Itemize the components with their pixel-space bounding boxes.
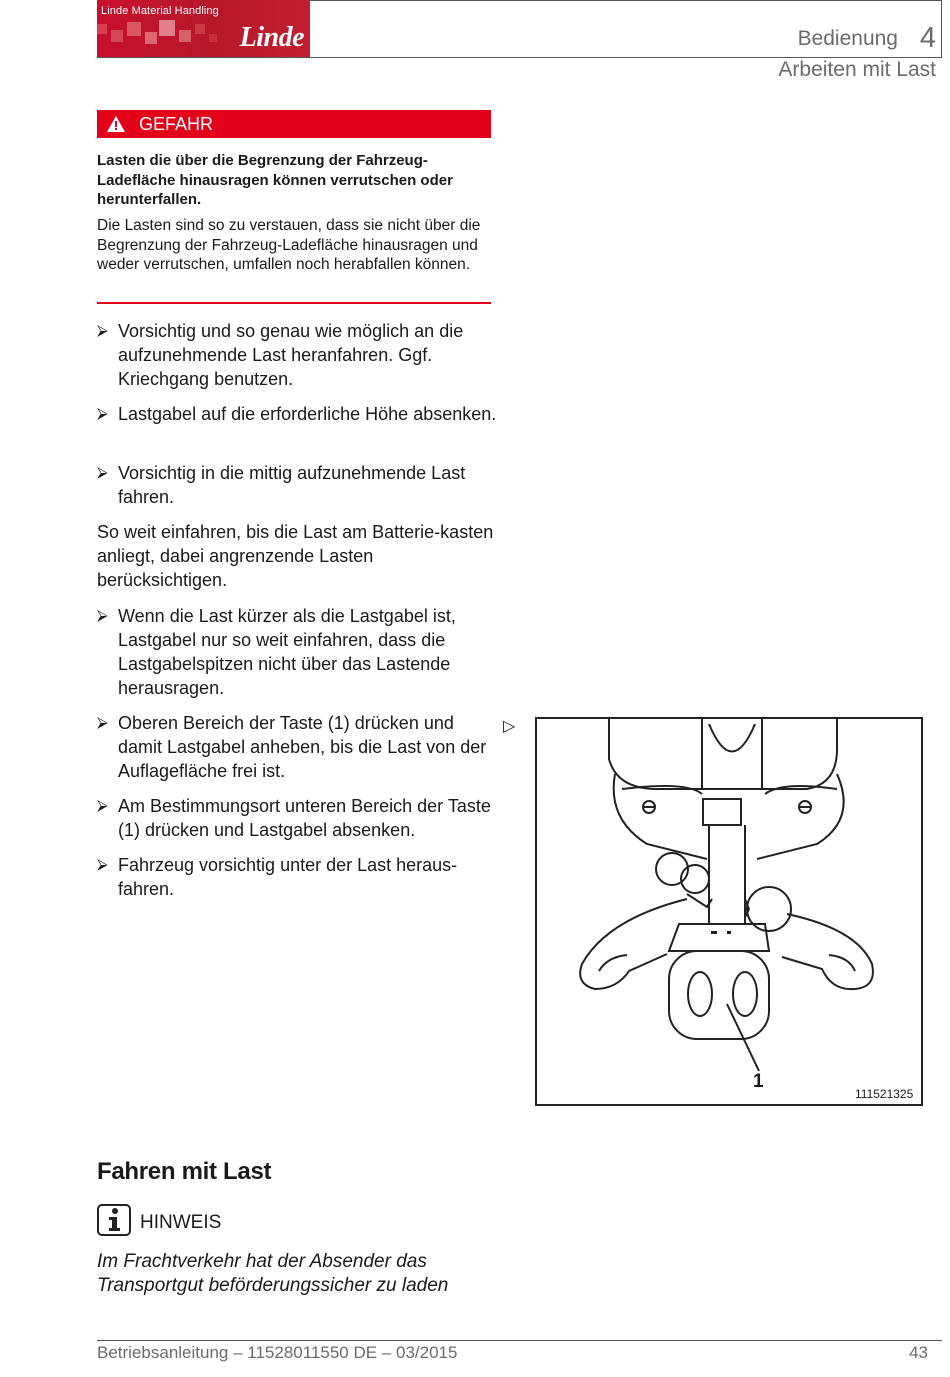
step-text: Lastgabel auf die erforderliche Höhe absenken. xyxy=(118,404,497,424)
figure-id: 111521325 xyxy=(855,1087,914,1101)
figure-callout: 1 xyxy=(753,1071,764,1092)
linde-logo xyxy=(97,0,310,58)
step-arrow-icon: ⮚ xyxy=(97,797,108,814)
step-item xyxy=(97,711,502,783)
step-text: Vorsichtig und so genau wie möglich an die aufzunehmende Last heranfahren. Ggf. Kriechgang benutzen. xyxy=(118,321,464,389)
logo-pixel-pattern xyxy=(97,20,227,50)
tiller-drawing xyxy=(537,719,921,1104)
step-item xyxy=(97,402,502,426)
footer-document-info: Betriebsanleitung – 11528011550 DE – 03/2015 xyxy=(97,1343,458,1362)
step-text: Am Bestimmungsort unteren Bereich der Taste (1) drücken und Lastgabel absenken. xyxy=(118,796,491,840)
step-text: Vorsichtig in die mittig aufzunehmende Last fahren. xyxy=(118,463,466,507)
figure-pointer-icon: ▷ xyxy=(503,718,516,735)
footer-divider xyxy=(97,1340,942,1341)
section-heading: Fahren mit Last xyxy=(97,1158,272,1185)
note-text: Im Frachtverkehr hat der Absender das Transportgut beförderungssicher zu laden xyxy=(97,1251,449,1296)
company-name: Linde Material Handling xyxy=(101,5,219,17)
info-icon xyxy=(97,1204,131,1236)
note-label: HINWEIS xyxy=(140,1212,222,1233)
step-text: Oberen Bereich der Taste (1) drücken und damit Lastgabel anheben, bis die Last von der Auflagefläche frei ist. xyxy=(118,713,487,781)
warning-triangle-icon xyxy=(107,116,125,132)
chapter-number: 4 xyxy=(919,22,936,54)
step-arrow-icon: ⮚ xyxy=(97,322,108,339)
step-item xyxy=(97,853,502,901)
step-item xyxy=(97,319,502,391)
page-number: 43 xyxy=(909,1343,928,1362)
step-arrow-icon: ⮚ xyxy=(97,714,108,731)
danger-description: Die Lasten sind so zu verstauen, dass sie nicht über die Begrenzung der Fahrzeug-Ladefläche hinausragen und weder verrutschen, umfallen noch herabfallen können. xyxy=(97,217,481,273)
danger-summary: Lasten die über die Begrenzung der Fahrzeug-Ladefläche hinausragen können verrutschen oder herunterfallen. xyxy=(97,152,453,208)
step-arrow-icon: ⮚ xyxy=(97,464,108,481)
step-arrow-icon: ⮚ xyxy=(97,405,108,422)
step-item xyxy=(97,794,502,842)
step-item xyxy=(97,604,502,700)
step-arrow-icon: ⮚ xyxy=(97,856,108,873)
chapter-title: Bedienung xyxy=(797,27,898,50)
tiller-head-figure xyxy=(535,717,923,1106)
danger-label: GEFAHR xyxy=(139,114,214,134)
danger-rule xyxy=(97,302,491,304)
body-paragraph: So weit einfahren, bis die Last am Batterie-kasten anliegt, dabei angrenzende Lasten berücksichtigen. xyxy=(97,522,494,590)
step-arrow-icon: ⮚ xyxy=(97,607,108,624)
danger-banner xyxy=(97,110,491,138)
step-item xyxy=(97,461,502,509)
section-title: Arbeiten mit Last xyxy=(778,58,936,81)
step-text: Wenn die Last kürzer als die Lastgabel ist, Lastgabel nur so weit einfahren, dass die Lastgabelspitzen nicht über das Lastende herausragen. xyxy=(118,606,456,698)
brand-name: Linde xyxy=(239,22,304,53)
step-text: Fahrzeug vorsichtig unter der Last heraus-fahren. xyxy=(118,855,458,899)
info-glyph-icon xyxy=(99,1206,129,1234)
